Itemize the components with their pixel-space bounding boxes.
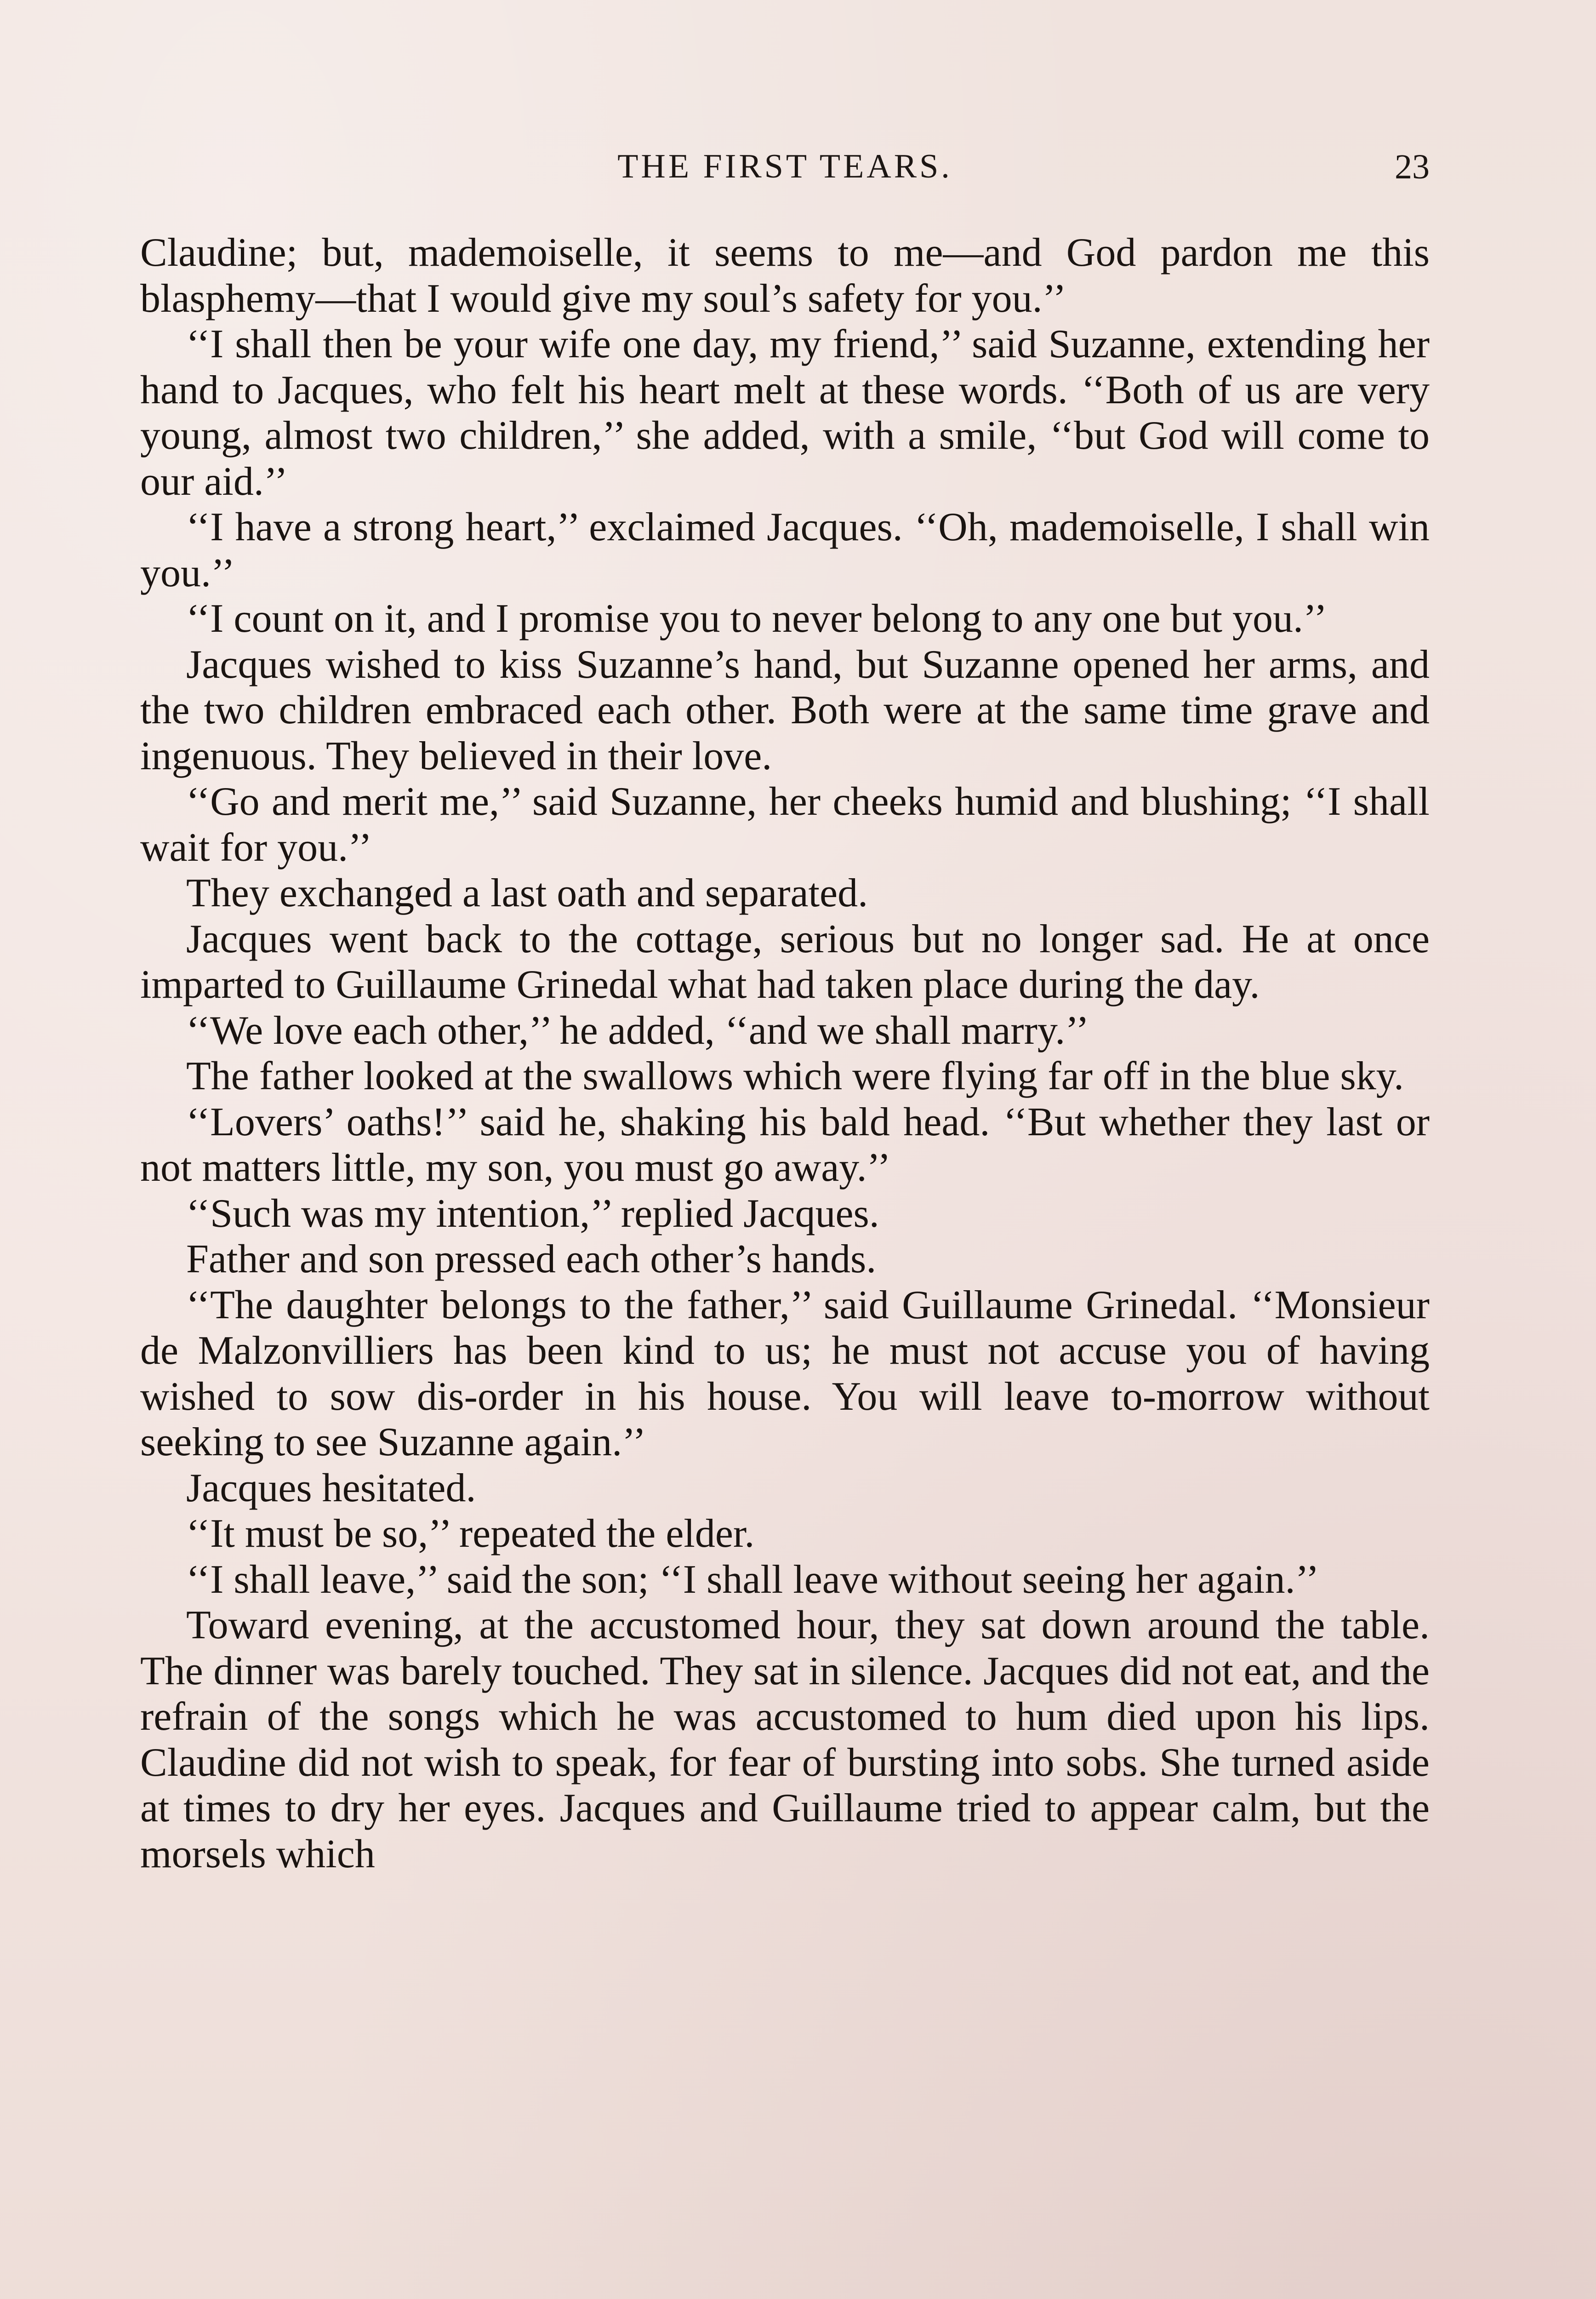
- paragraph: ‘‘We love each other,’’ he added, ‘‘and we shall marry.’’: [186, 1008, 1089, 1053]
- paragraph: Toward evening, at the accustomed hour, they sat down around the table. The dinner was barely touched. They sat in silence. Jacques did not eat, and the refrain of the songs which he was accustomed to hum died upon his lips. Claudine did not wish to speak, for fear of bursting into sobs. She turned aside at times to dry her eyes. Jacques and Guillaume tried to appear calm, but the morsels which: [140, 1603, 1430, 1876]
- paragraph: They exchanged a last oath and separated.: [186, 871, 868, 915]
- paragraph: Jacques went back to the cottage, serious but no longer sad. He at once imparted to Guillaume Grinedal what had taken place during the day.: [140, 916, 1430, 1007]
- paragraph: ‘‘I count on it, and I promise you to never belong to any one but you.’’: [186, 596, 1328, 641]
- page-number: 23: [1395, 148, 1430, 186]
- paragraph: Jacques wished to kiss Suzanne’s hand, but Suzanne opened her arms, and the two children embraced each other. Both were at the same time grave and ingenuous. They believed in their love.: [140, 642, 1430, 778]
- paragraph: ‘‘Lovers’ oaths!’’ said he, shaking his bald head. ‘‘But whether they last or not matters little, my son, you must go away.’’: [140, 1099, 1430, 1190]
- running-title: THE FIRST TEARS.: [617, 148, 952, 185]
- paragraph: ‘‘I have a strong heart,’’ exclaimed Jacques. ‘‘Oh, mademoiselle, I shall win you.’’: [140, 505, 1430, 595]
- paragraph: Father and son pressed each other’s hands.: [186, 1237, 877, 1281]
- paragraph: Claudine; but, mademoiselle, it seems to me—and God pardon me this blasphemy—that I would give my soul’s safety for you.’’: [140, 230, 1430, 321]
- paragraph: ‘‘It must be so,’’ repeated the elder.: [186, 1511, 755, 1556]
- body-text: [140, 230, 1430, 1877]
- running-head: [140, 147, 1430, 202]
- paragraph: ‘‘The daughter belongs to the father,’’ said Guillaume Grinedal. ‘‘Monsieur de Malzonvilliers has been kind to us; he must not accuse you of having wished to sow dis-order in his house. You will leave to-morrow without seeking to see Suzanne again.’’: [140, 1282, 1430, 1464]
- paragraph: ‘‘Such was my intention,’’ replied Jacques.: [186, 1191, 879, 1236]
- paragraph: ‘‘I shall leave,’’ said the son; ‘‘I shall leave without seeing her again.’’: [186, 1557, 1319, 1602]
- paragraph: Jacques hesitated.: [186, 1465, 476, 1510]
- paragraph: The father looked at the swallows which were flying far off in the blue sky.: [186, 1054, 1404, 1098]
- book-page: [140, 0, 1430, 2299]
- paragraph: ‘‘Go and merit me,’’ said Suzanne, her cheeks humid and blushing; ‘‘I shall wait for you.’’: [140, 779, 1430, 870]
- paragraph: ‘‘I shall then be your wife one day, my friend,’’ said Suzanne, extending her hand to Jacques, who felt his heart melt at these words. ‘‘Both of us are very young, almost two children,’’ she added, with a smile, ‘‘but God will come to our aid.’’: [140, 322, 1430, 504]
